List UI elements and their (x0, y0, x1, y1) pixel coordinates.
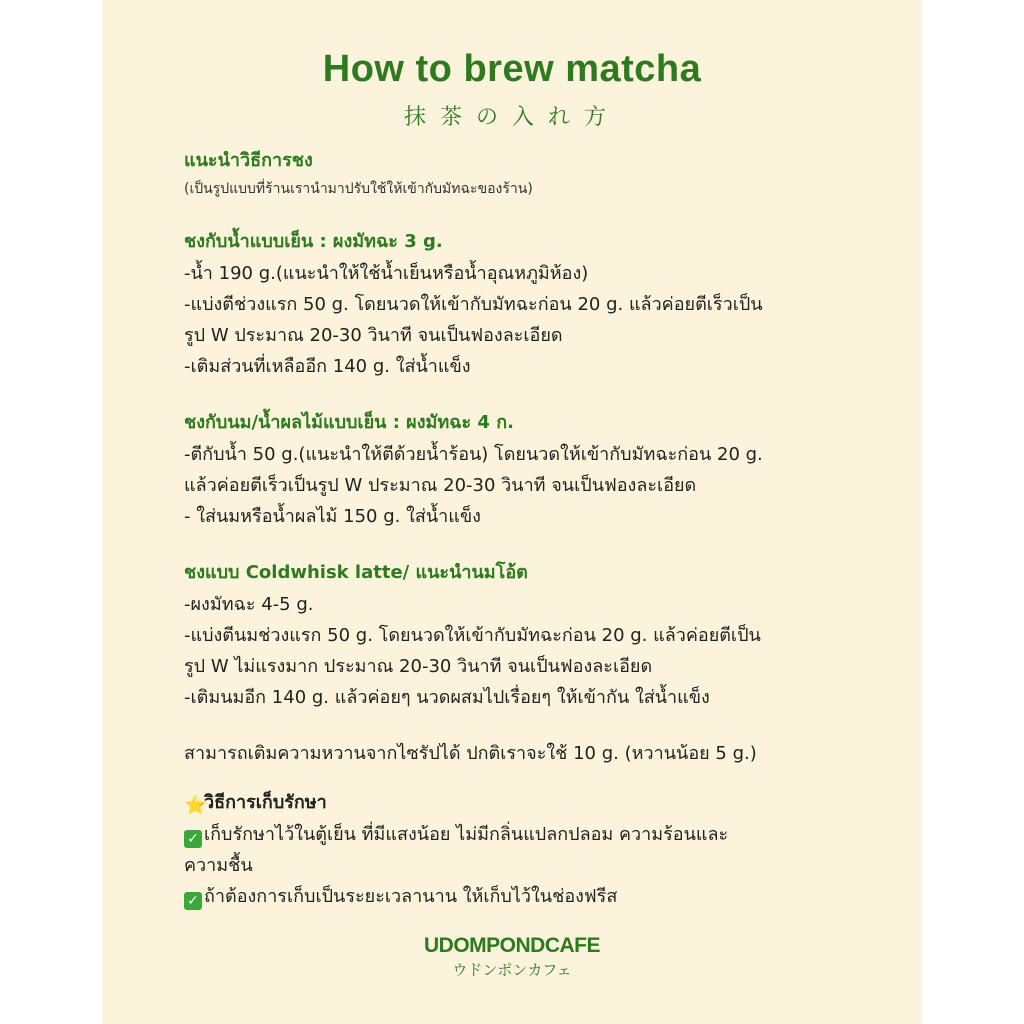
storage-item-continuation: ความชื้น (184, 855, 253, 876)
check-box-icon: ✓ (184, 830, 202, 848)
storage-heading: วิธีการเก็บรักษา (204, 792, 327, 813)
intro-note: (เป็นรูปแบบที่ร้านเรานำมาปรับใช้ให้เข้ากับมัทฉะของร้าน) (184, 181, 533, 197)
section-coldwhisk-latte (184, 557, 874, 713)
section-milk-juice (184, 407, 874, 532)
section-heading: ชงกับนม/น้ำผลไม้แบบเย็น : ผงมัทฉะ 4 ก. (184, 412, 514, 433)
storage-heading-row (184, 787, 874, 819)
brand-logo-text: UDOMPONDCAFE (424, 934, 600, 957)
section-heading: ชงกับน้ำแบบเย็น : ผงมัทฉะ 3 g. (184, 231, 443, 252)
section-line: รูป W ประมาณ 20-30 วินาที จนเป็นฟองละเอียด (184, 325, 563, 346)
section-line: แล้วค่อยตีเร็วเป็นรูป W ประมาณ 20-30 วินาที จนเป็นฟองละเอียด (184, 475, 697, 496)
storage-section (184, 787, 874, 912)
storage-item (184, 881, 874, 912)
section-line: รูป W ไม่แรงมาก ประมาณ 20-30 วินาที จนเป็นฟองละเอียด (184, 656, 653, 677)
section-cold-water (184, 226, 874, 382)
star-icon: ⭐ (184, 795, 207, 816)
section-line: - ใส่นมหรือน้ำผลไม้ 150 g. ใส่น้ำแข็ง (184, 506, 481, 527)
section-heading: ชงแบบ Coldwhisk latte/ แนะนำนมโอ้ต (184, 562, 528, 583)
page-subtitle-japanese: 抹茶の入れ方 (403, 105, 620, 130)
section-line: -แบ่งตีช่วงแรก 50 g. โดยนวดให้เข้ากับมัทฉะก่อน 20 g. แล้วค่อยตีเร็วเป็น (184, 294, 763, 315)
section-line: -ตีกับน้ำ 50 g.(แนะนำให้ตีด้วยน้ำร้อน) โดยนวดให้เข้ากับมัทฉะก่อน 20 g. (184, 444, 763, 465)
page-title: How to brew matcha (322, 48, 702, 90)
brand-japanese: ウドンポンカフェ (452, 961, 572, 979)
recipe-card (102, 0, 922, 1024)
recipe-content (184, 145, 874, 912)
storage-item-text: ถ้าต้องการเก็บเป็นระยะเวลานาน ให้เก็บไว้ในช่องฟรีส (204, 886, 618, 907)
syrup-note: สามารถเติมความหวานจากไซรัปได้ ปกติเราจะใช้ 10 g. (หวานน้อย 5 g.) (184, 743, 757, 764)
check-box-icon: ✓ (184, 892, 202, 910)
section-line: -เติมส่วนที่เหลืออีก 140 g. ใส่น้ำแข็ง (184, 356, 471, 377)
section-line: -แบ่งตีนมช่วงแรก 50 g. โดยนวดให้เข้ากับมัทฉะก่อน 20 g. แล้วค่อยตีเป็น (184, 625, 761, 646)
section-line: -เติมนมอีก 140 g. แล้วค่อยๆ นวดผสมไปเรื่อยๆ ให้เข้ากัน ใส่น้ำแข็ง (184, 687, 710, 708)
intro-heading: แนะนำวิธีการชง (184, 150, 313, 171)
section-line: -ผงมัทฉะ 4-5 g. (184, 594, 314, 615)
section-line: -น้ำ 190 g.(แนะนำให้ใช้น้ำเย็นหรือน้ำอุณหภูมิห้อง) (184, 263, 589, 284)
storage-item (184, 819, 874, 850)
storage-item-text: เก็บรักษาไว้ในตู้เย็น ที่มีแสงน้อย ไม่มีกลิ่นแปลกปลอม ความร้อนและ (204, 824, 729, 845)
